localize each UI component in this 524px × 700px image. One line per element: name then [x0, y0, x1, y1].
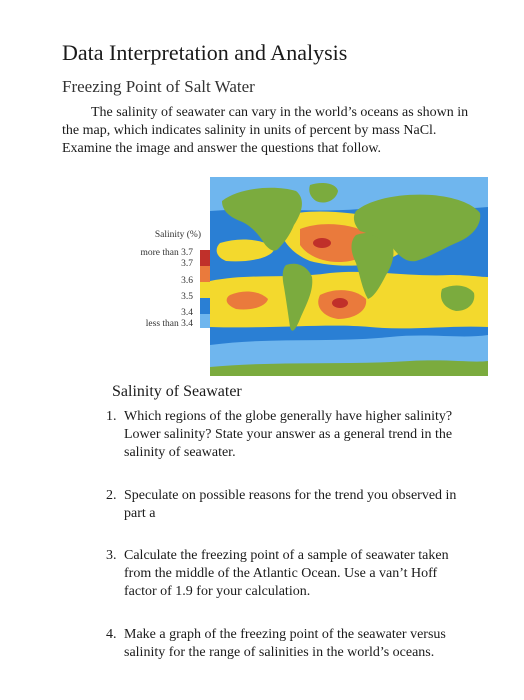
- question-text: Which regions of the globe generally have higher salinity? Lower salinity? State your answer as a general trend in the salinity of seawater.: [124, 409, 453, 460]
- question-item: [106, 547, 466, 601]
- question-text: Calculate the freezing point of a sample of seawater taken from the middle of the Atlantic Ocean. Use a van’t Hoff factor of 1.9 for your calculation.: [124, 548, 449, 599]
- legend-bottom-label: less than 3.4: [145, 319, 193, 329]
- question-text: Speculate on possible reasons for the trend you observed in part a: [124, 488, 457, 521]
- section-title: Salinity of Seawater: [112, 383, 242, 400]
- question-item: [106, 626, 466, 662]
- intro-paragraph: The salinity of seawater can vary in the world’s oceans as shown in the map, which indicates salinity in units of percent by mass NaCl. Examine the image and answer the questions that follow.: [62, 105, 469, 156]
- max-salinity-spot: [332, 298, 348, 308]
- legend-tick: 3.4: [181, 308, 193, 318]
- question-number: 1.: [106, 409, 117, 424]
- question-number: 3.: [106, 548, 117, 563]
- salinity-map: [210, 177, 488, 376]
- legend-title: Salinity (%): [154, 230, 201, 240]
- question-item: [106, 408, 466, 462]
- page-title: Data Interpretation and Analysis: [62, 40, 348, 65]
- question-item: [106, 487, 466, 523]
- section-subtitle: Freezing Point of Salt Water: [62, 77, 255, 96]
- salinity-legend: [110, 230, 215, 330]
- question-number: 2.: [106, 488, 117, 503]
- legend-tick: 3.6: [181, 276, 193, 286]
- legend-top-label: more than 3.7: [140, 248, 193, 258]
- max-salinity-spot: [313, 238, 331, 248]
- question-text: Make a graph of the freezing point of the seawater versus salinity for the range of salinities in the world’s oceans.: [124, 627, 446, 660]
- legend-tick: 3.7: [181, 259, 193, 269]
- legend-tick: 3.5: [181, 292, 193, 302]
- question-number: 4.: [106, 627, 117, 642]
